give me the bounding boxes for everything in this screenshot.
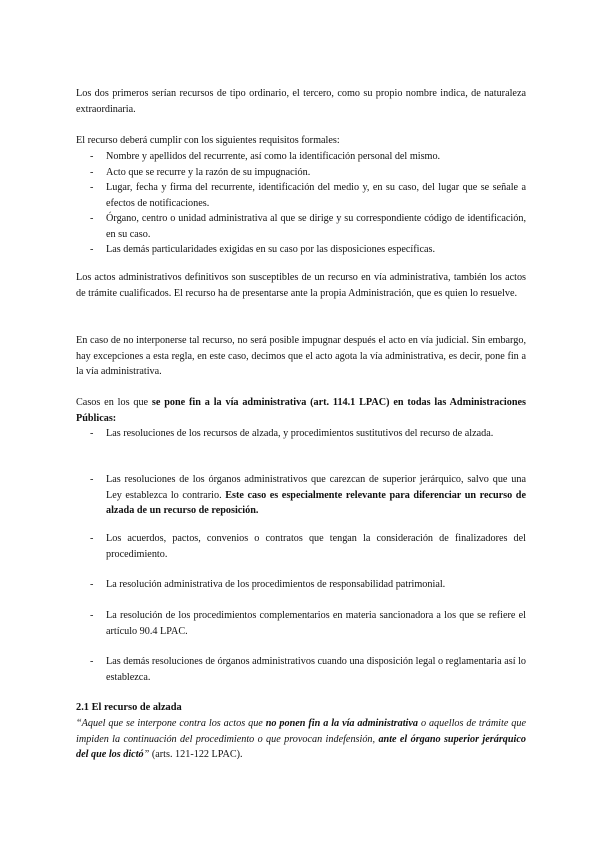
dash-bullet: -	[90, 151, 94, 162]
casos-list-item-2	[76, 472, 526, 519]
dash-bullet: -	[90, 182, 94, 193]
list-item: - La resolución administrativa de los procedimientos de responsabilidad patrimonial.	[76, 577, 526, 593]
dash-bullet: -	[90, 533, 94, 544]
casos-list-item-4	[76, 577, 526, 593]
section-heading: 2.1 El recurso de alzada	[76, 702, 182, 713]
list-item: - Los acuerdos, pactos, convenios o contratos que tengan la consideración de finalizadores del procedimiento.	[90, 533, 526, 560]
list-item: - Órgano, centro o unidad administrativa al que se dirige y su correspondiente código de identificación, en su caso.	[90, 213, 526, 240]
paragraph-requisitos-intro: El recurso deberá cumplir con los siguientes requisitos formales:	[76, 135, 340, 146]
requisitos-list	[76, 149, 526, 258]
dash-bullet: -	[90, 579, 94, 590]
dash-bullet: -	[90, 166, 94, 178]
list-item: - Las demás particularidades exigidas en su caso por las disposiciones específicas.	[76, 242, 526, 258]
dash-bullet: -	[90, 244, 94, 255]
dash-bullet: -	[90, 428, 94, 439]
paragraph-no-interponerse: En caso de no interponerse tal recurso, no será posible impugnar después el acto en vía judicial. Sin embargo, hay excepciones a esta regla, en este caso, decimos que el acto agota la vía administrativa, es decir, pone fin a la vía administrativa.	[76, 335, 526, 377]
list-item: - Acto que se recurre y la razón de su impugnación.	[76, 165, 526, 181]
paragraph-casos-intro: Casos en los que se pone fin a la vía administrativa (art. 114.1 LPAC) en todas las Administraciones Públicas:	[76, 397, 526, 424]
list-item: - Las resoluciones de los órganos administrativos que carezcan de superior jerárquico, salvo que una Ley establezca lo contrario. Este caso es especialmente relevante para diferenciar un recurso de alzada de un recurso de reposición.	[90, 474, 526, 516]
paragraph-actos-definitivos: Los actos administrativos definitivos son susceptibles de un recurso en vía administrativa, también los actos de trámite cualificados. El recurso ha de presentarse ante la propia Administración, que es quien lo resuelve.	[76, 272, 526, 299]
list-item: - La resolución de los procedimientos complementarios en materia sancionadora a los que se refiere el artículo 90.4 LPAC.	[90, 610, 526, 637]
dash-bullet: -	[90, 213, 94, 224]
casos-list-item-5	[76, 608, 526, 639]
casos-list-item-6	[76, 654, 526, 685]
list-item: - Nombre y apellidos del recurrente, así como la identificación personal del mismo.	[76, 149, 526, 165]
casos-list	[76, 426, 526, 442]
quote-definition: “Aquel que se interpone contra los actos que no ponen fin a la vía administrativa o aquellos de trámite que impiden la continuación del procedimiento o que provocan indefensión, ante el órgano superior jerárquico del que los dictó” (arts. 121-122 LPAC).	[76, 718, 526, 760]
dash-bullet: -	[90, 610, 94, 621]
casos-list-item-3	[76, 531, 526, 562]
paragraph-recursos-tipos: Los dos primeros serían recursos de tipo ordinario, el tercero, como su propio nombre indica, de naturaleza extraordinaria.	[76, 88, 526, 115]
list-item: - Las resoluciones de los recursos de alzada, y procedimientos sustitutivos del recurso de alzada.	[76, 426, 526, 442]
dash-bullet: -	[90, 656, 94, 667]
list-item: - Lugar, fecha y firma del recurrente, identificación del medio y, en su caso, del lugar que se señale a efectos de notificaciones.	[90, 182, 526, 209]
list-item: - Las demás resoluciones de órganos administrativos cuando una disposición legal o reglamentaria así lo establezca.	[90, 656, 526, 683]
dash-bullet: -	[90, 474, 94, 485]
